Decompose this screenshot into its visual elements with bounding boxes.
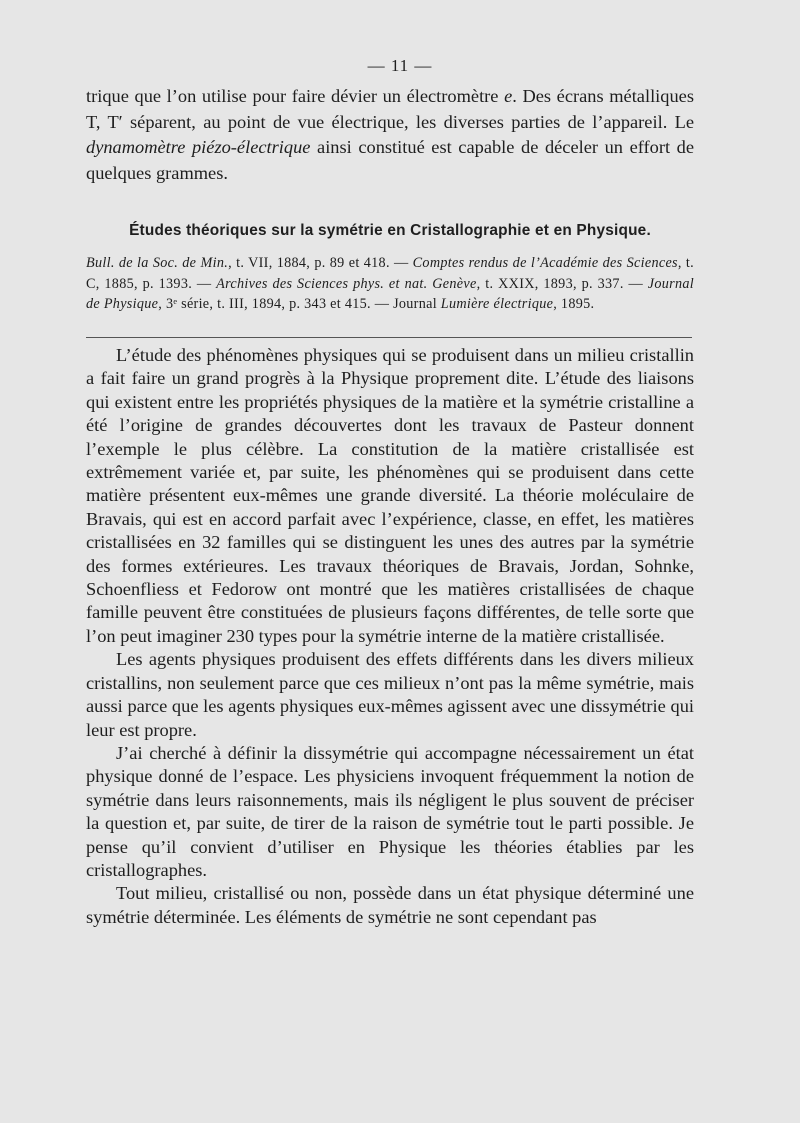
- intro-italic-1: e: [504, 86, 513, 106]
- paragraph: Tout milieu, cristallisé ou non, possède dans un état physique déterminé une symétrie déterminée. Les éléments de symétrie ne sont cependant pas: [86, 883, 694, 927]
- section-title: Études théoriques sur la symétrie en Cristallographie et en Physique.: [129, 222, 651, 239]
- references: [86, 253, 694, 315]
- intro-italic-2: dynamomètre piézo-électrique: [86, 137, 311, 157]
- body-text: [86, 344, 694, 929]
- ref-segment: Journal de Physique: [86, 275, 694, 312]
- paragraph: Les agents physiques produisent des effets différents dans les divers milieux cristallins, non seulement parce que ces milieux n’ont pas la même symétrie, mais aussi parce que les agents physiques eux-mêmes agissent avec une dissymétrie qui leur est propre.: [86, 649, 694, 740]
- paragraph: L’étude des phénomènes physiques qui se produisent dans un milieu cristallin a fait faire un grand progrès à la Physique proprement dite. L’étude des liaisons qui existent entre les propriétés physiques de la matière et la symétrie cristalline a été l’origine de grandes découvertes dont les travaux de Pasteur donnent l’exemple le plus célèbre. La constitution de la matière cristallisée est extrêmement variée et, par suite, les phénomènes qui se produisent dans cette matière présentent eux-mêmes une grande diversité. La théorie moléculaire de Bravais, qui est en accord parfait avec l’expérience, classe, en effet, les matières cristallisées en 32 familles qui se distinguent les unes des autres par la symétrie des formes extérieures. Les travaux théoriques de Bravais, Jordan, Sohnke, Schoenfliess et Fedorow ont montré que les matières cristallisées de chaque famille peuvent être constituées de plusieurs façons différentes, de telle sorte que l’on peut imaginer 230 types pour la symétrie interne de la matière cristallisée.: [86, 345, 694, 646]
- ref-segment: Bull. de la Soc. de Min.: [86, 255, 229, 271]
- ref-segment: Lumière électrique: [440, 296, 554, 312]
- divider: [86, 337, 692, 338]
- intro-part1: trique que l’on utilise pour faire dévier un électromètre: [86, 86, 505, 106]
- intro-part2: . Des écrans métalliques T, T′ séparent, au point de vue électrique, les diverses parties de l’appareil. Le: [86, 86, 694, 132]
- intro-paragraph: [86, 84, 694, 186]
- ref-segment: Comptes rendus de l’Académie des Sciences: [412, 255, 678, 271]
- intro-part3: ainsi constitué est capable de déceler un effort de quelques grammes.: [86, 137, 694, 183]
- paragraph: J’ai cherché à définir la dissymétrie qui accompagne nécessairement un état physique donné de l’espace. Les physiciens invoquent fréquemment la notion de symétrie dans leurs raisonnements, mais ils négligent le plus souvent de préciser la question et, par suite, de tirer de la raison de symétrie tout le parti possible. Je pense qu’il convient d’utiliser en Physique les théories établies par les cristallographes.: [86, 742, 694, 880]
- intro-text: [86, 84, 694, 186]
- ref-segment: , t. VII, 1884, p. 89 et 418. —: [228, 255, 413, 271]
- ref-segment: , t. C, 1885, p. 1393. —: [86, 255, 694, 292]
- ref-segment: , 1895.: [553, 296, 595, 312]
- ref-segment: , t. XXIX, 1893, p. 337. —: [476, 275, 648, 292]
- page-number: — 11 —: [367, 56, 433, 75]
- ref-segment: Archives des Sciences phys. et nat. Genève: [216, 275, 477, 292]
- ref-segment: , 3ᵉ série, t. III, 1894, p. 343 et 415. — Journal: [158, 296, 441, 312]
